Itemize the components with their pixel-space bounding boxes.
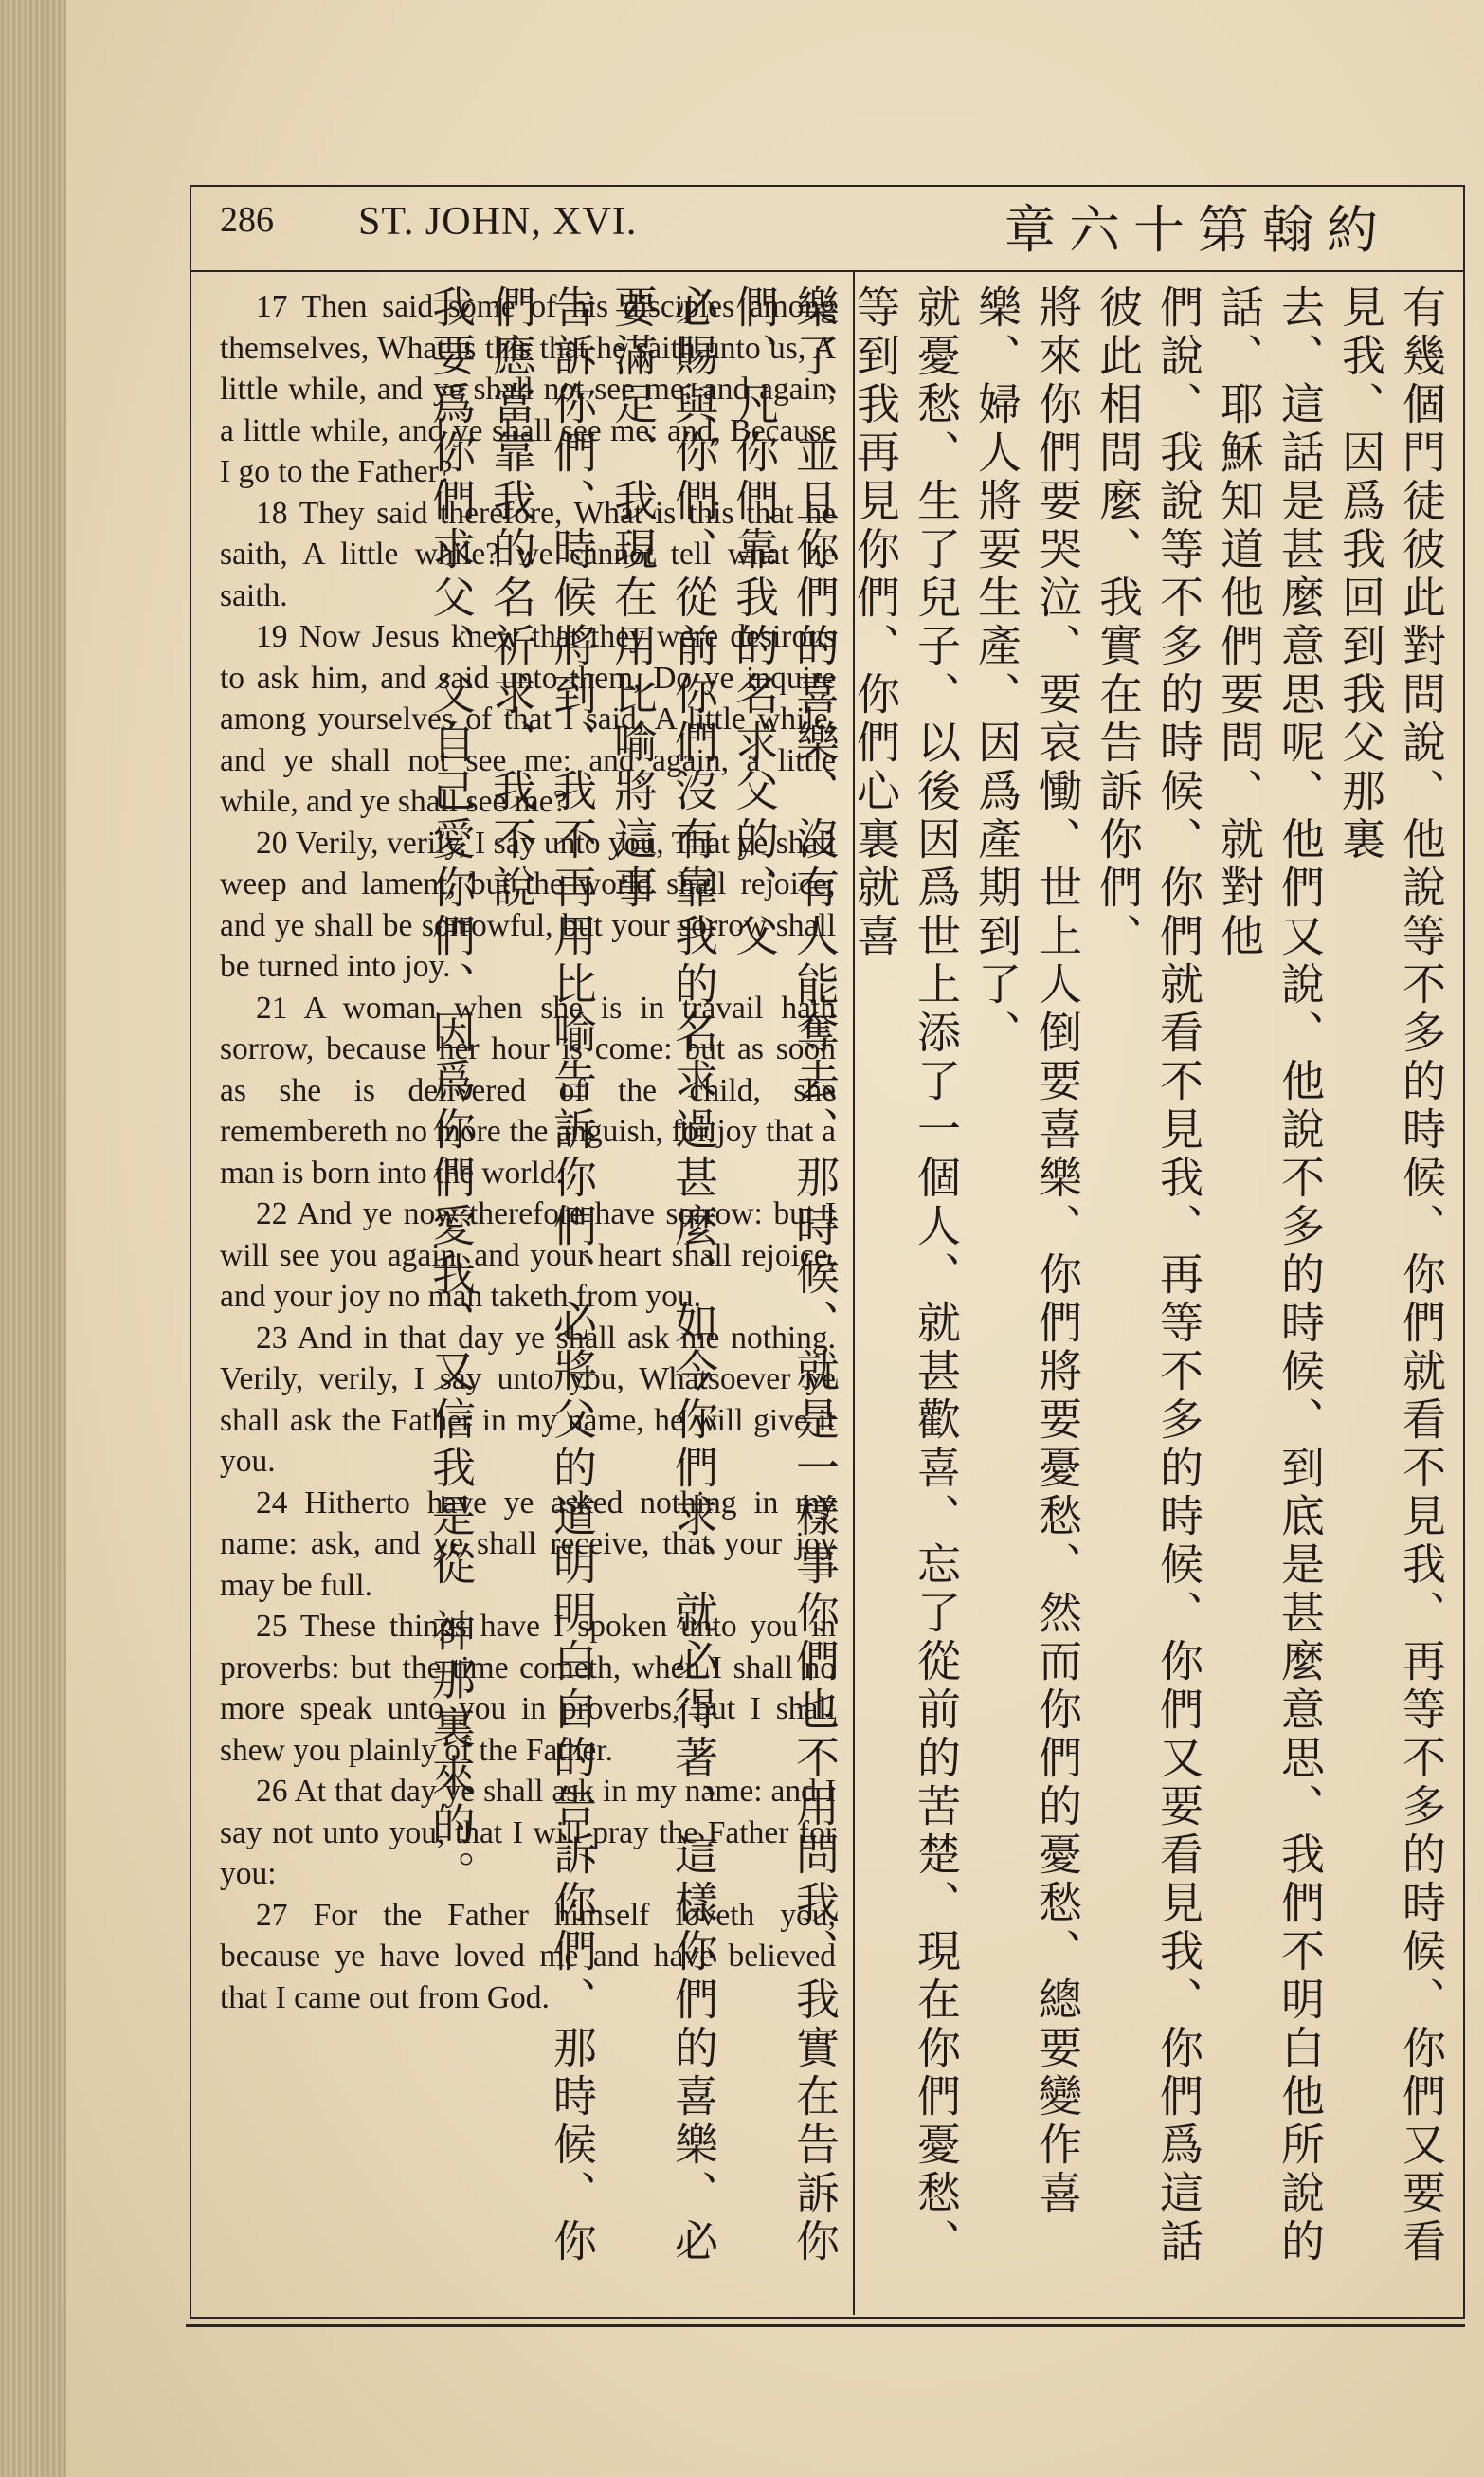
chinese-text-line: 樂了、並且你們的喜樂、沒有人能奪去、那時候、就是一樣事你們也不用問我、我實在告訴你們、凡你們靠我的名求父的、父 xyxy=(729,284,841,2267)
running-title: ST. JOHN, XVI. xyxy=(358,200,638,244)
page-number: 286 xyxy=(220,200,274,240)
chinese-running-title: 章六十第翰約 xyxy=(1004,200,1391,260)
chinese-text-line: 去、這話是甚麼意思呢、他們又說、他說不多的時候、到底是甚麼意思、我們不明白他所說的話、耶穌知道他們要問、就對他 xyxy=(1214,284,1326,2267)
verse-26: 26 At that day ye shall ask in my name: and I say not unto you, that I will pray the Father for you: xyxy=(220,1774,836,1891)
chinese-text-line: 有幾個門徒彼此對問說、他說等不多的時候、你們就看不見我、再等不多的時候、你們又要看見我、因爲我回到我父那裏 xyxy=(1335,284,1447,2267)
verse-22: 22 And ye now therefore have sorrow: but I will see you again, and your heart shall rejoice, and your joy no man taketh from you. xyxy=(220,1196,836,1314)
verse-20: 20 Verily, verily, I say unto you, That ye shall weep and lament, but the world shall rejoice; and ye shall be sorrowful, but your sorrow shall be turned into joy. xyxy=(220,825,836,984)
verse-17: 17 Then said some of his disciples among themselves, What is this that he saith unto us, A little while, and ye shall not see me: and again, a little while, and ye shall see me: and, Because I go to the Father? xyxy=(220,289,836,489)
verse-19: 19 Now Jesus knew that they were desirous to ask him, and said unto them, Do ye inquire among yourselves of that I said, A little while, and ye shall not see me: and again, a little while, and ye shall see me? xyxy=(220,619,836,819)
header-divider xyxy=(190,270,1463,272)
verse-27: 27 For the Father himself loveth you, because ye have loved me and have believed that I came out from God. xyxy=(220,1897,836,2015)
chinese-text-line: 們說、我說等不多的時候、你們就看不見我、再等不多的時候、你們又要看見我、你們爲這話彼此相問麼、我實在告訴你們、 xyxy=(1093,284,1204,2267)
chinese-text-line: 就憂愁、生了兒子、以後因爲世上添了一個人、就甚歡喜、忘了從前的苦楚、現在你們憂愁、等到我再見你們、你們心裏就喜 xyxy=(850,284,962,2267)
verse-18: 18 They said therefore, What is this that he saith, A little while? we cannot tell what he saith. xyxy=(220,495,836,613)
chinese-text-line: 必賜與你們、從前你們沒有靠我的名求過甚麼、如今你們求、就必得著、這樣你們的喜樂、必要滿足、我現在用比喻將這事 xyxy=(607,284,719,2267)
verse-24: 24 Hitherto have ye asked nothing in my name: ask, and ye shall receive, that your joy may be full. xyxy=(220,1484,836,1603)
chinese-text-line: 告訴你們、時候將到、我不再用比喻告訴你們、必將父的道明明白白的告訴你們、那時候、你們應當靠我的名祈求、我不說 xyxy=(486,284,598,2267)
chinese-text-line: 將來你們要哭泣、要哀慟、世上人倒要喜樂、你們將要憂愁、然而你們的憂愁、總要變作喜樂、婦人將要生產、因爲產期到了、 xyxy=(971,284,1083,2218)
chinese-text-line: 我要爲你們求父、父自己愛你們、因爲你們愛我、又信我是從 神那裏來的。 xyxy=(425,284,477,1899)
verse-21: 21 A woman when she is in travail hath sorrow, because her hour is come: but as soon as she is delivered of the child, she remembereth no more the anguish, for joy that a man is born into the world. xyxy=(220,990,836,1191)
bottom-divider xyxy=(186,2324,1465,2327)
verse-23: 23 And in that day ye shall ask me nothing. Verily, verily, I say unto you, Whatsoever ye shall ask the Father in my name, he will give it you. xyxy=(220,1320,836,1479)
verse-25: 25 These things have I spoken unto you in proverbs: but the time cometh, when I shall no more speak unto you in proverbs, but I shall shew you plainly of the Father. xyxy=(220,1609,836,1768)
